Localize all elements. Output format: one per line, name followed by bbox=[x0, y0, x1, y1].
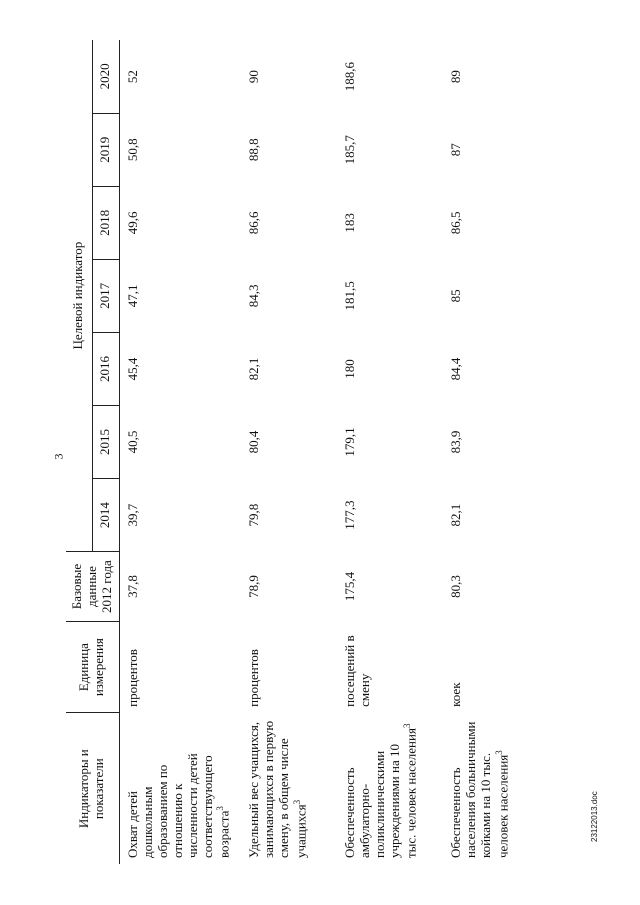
value-cell: 84,4 bbox=[447, 357, 463, 381]
table-row bbox=[119, 40, 240, 864]
value-cell: 180 bbox=[341, 359, 357, 379]
indicator-table bbox=[66, 40, 539, 864]
value-cell: 47,1 bbox=[124, 284, 140, 308]
value-cell: 85 bbox=[447, 289, 463, 303]
value-cell: 80,4 bbox=[245, 430, 261, 454]
value-cell: 87 bbox=[447, 143, 463, 157]
header-indicators: Индикаторы и показатели bbox=[66, 713, 119, 864]
value-cell: 90 bbox=[245, 70, 261, 84]
value-cell: 82,1 bbox=[245, 357, 261, 381]
value-cell: 183 bbox=[341, 213, 357, 233]
base-cell: 80,3 bbox=[447, 575, 463, 598]
indicator-cell: Обеспеченность населения больничными койками на 10 тыс. человек населения$^3$ bbox=[447, 721, 510, 858]
footer-filename: 23122013.doc bbox=[590, 791, 599, 842]
table-row bbox=[443, 40, 539, 864]
header-year: 2017 bbox=[92, 259, 119, 332]
value-cell: 88,8 bbox=[245, 138, 261, 162]
header-year: 2016 bbox=[92, 332, 119, 405]
unit-cell: коек bbox=[447, 682, 463, 707]
header-unit: Единица измерения bbox=[66, 621, 119, 713]
value-cell: 83,9 bbox=[447, 430, 463, 454]
value-cell: 49,6 bbox=[124, 211, 140, 235]
value-cell: 82,1 bbox=[447, 503, 463, 527]
unit-cell: процентов bbox=[124, 649, 140, 707]
header-year: 2015 bbox=[92, 405, 119, 478]
header-target: Целевой индикатор bbox=[66, 40, 92, 552]
table-row bbox=[337, 40, 443, 864]
value-cell: 86,5 bbox=[447, 211, 463, 235]
value-cell: 185,7 bbox=[341, 135, 357, 165]
header-year: 2019 bbox=[92, 113, 119, 186]
header-year: 2020 bbox=[92, 40, 119, 113]
value-cell: 52 bbox=[124, 70, 140, 84]
indicator-cell: Обеспеченность амбулаторно-поликлиническими учреждениями на 10 тыс. человек населения$^3$ bbox=[341, 723, 419, 858]
unit-cell: посещений в смену bbox=[341, 635, 372, 707]
value-cell: 179,1 bbox=[341, 427, 357, 457]
table-row bbox=[241, 40, 337, 864]
value-cell: 79,8 bbox=[245, 503, 261, 527]
header-base: Базовые данные 2012 года bbox=[66, 552, 119, 622]
value-cell: 86,6 bbox=[245, 211, 261, 235]
value-cell: 177,3 bbox=[341, 500, 357, 530]
rotated-table-container bbox=[66, 40, 552, 864]
value-cell: 40,5 bbox=[124, 430, 140, 454]
value-cell: 45,4 bbox=[124, 357, 140, 381]
value-cell: 188,6 bbox=[341, 61, 357, 92]
page-number: 3 bbox=[51, 453, 66, 460]
value-cell: 89 bbox=[447, 70, 463, 84]
value-cell: 50,8 bbox=[124, 138, 140, 162]
header-year: 2014 bbox=[92, 479, 119, 552]
base-cell: 37,8 bbox=[124, 575, 140, 598]
header-year: 2018 bbox=[92, 186, 119, 259]
value-cell: 84,3 bbox=[245, 284, 261, 308]
indicator-cell: Удельный вес учащихся, занимающихся в первую смену, в общем числе учащихся$^3$ bbox=[245, 720, 308, 858]
base-cell: 175,4 bbox=[341, 571, 357, 602]
unit-cell: процентов bbox=[245, 649, 261, 707]
value-cell: 181,5 bbox=[341, 281, 357, 311]
value-cell: 39,7 bbox=[124, 503, 140, 527]
base-cell: 78,9 bbox=[245, 575, 261, 598]
indicator-cell: Охват детей дошкольным образованием по отношению к численности детей соответствующего возраста$^3$ bbox=[124, 753, 232, 858]
